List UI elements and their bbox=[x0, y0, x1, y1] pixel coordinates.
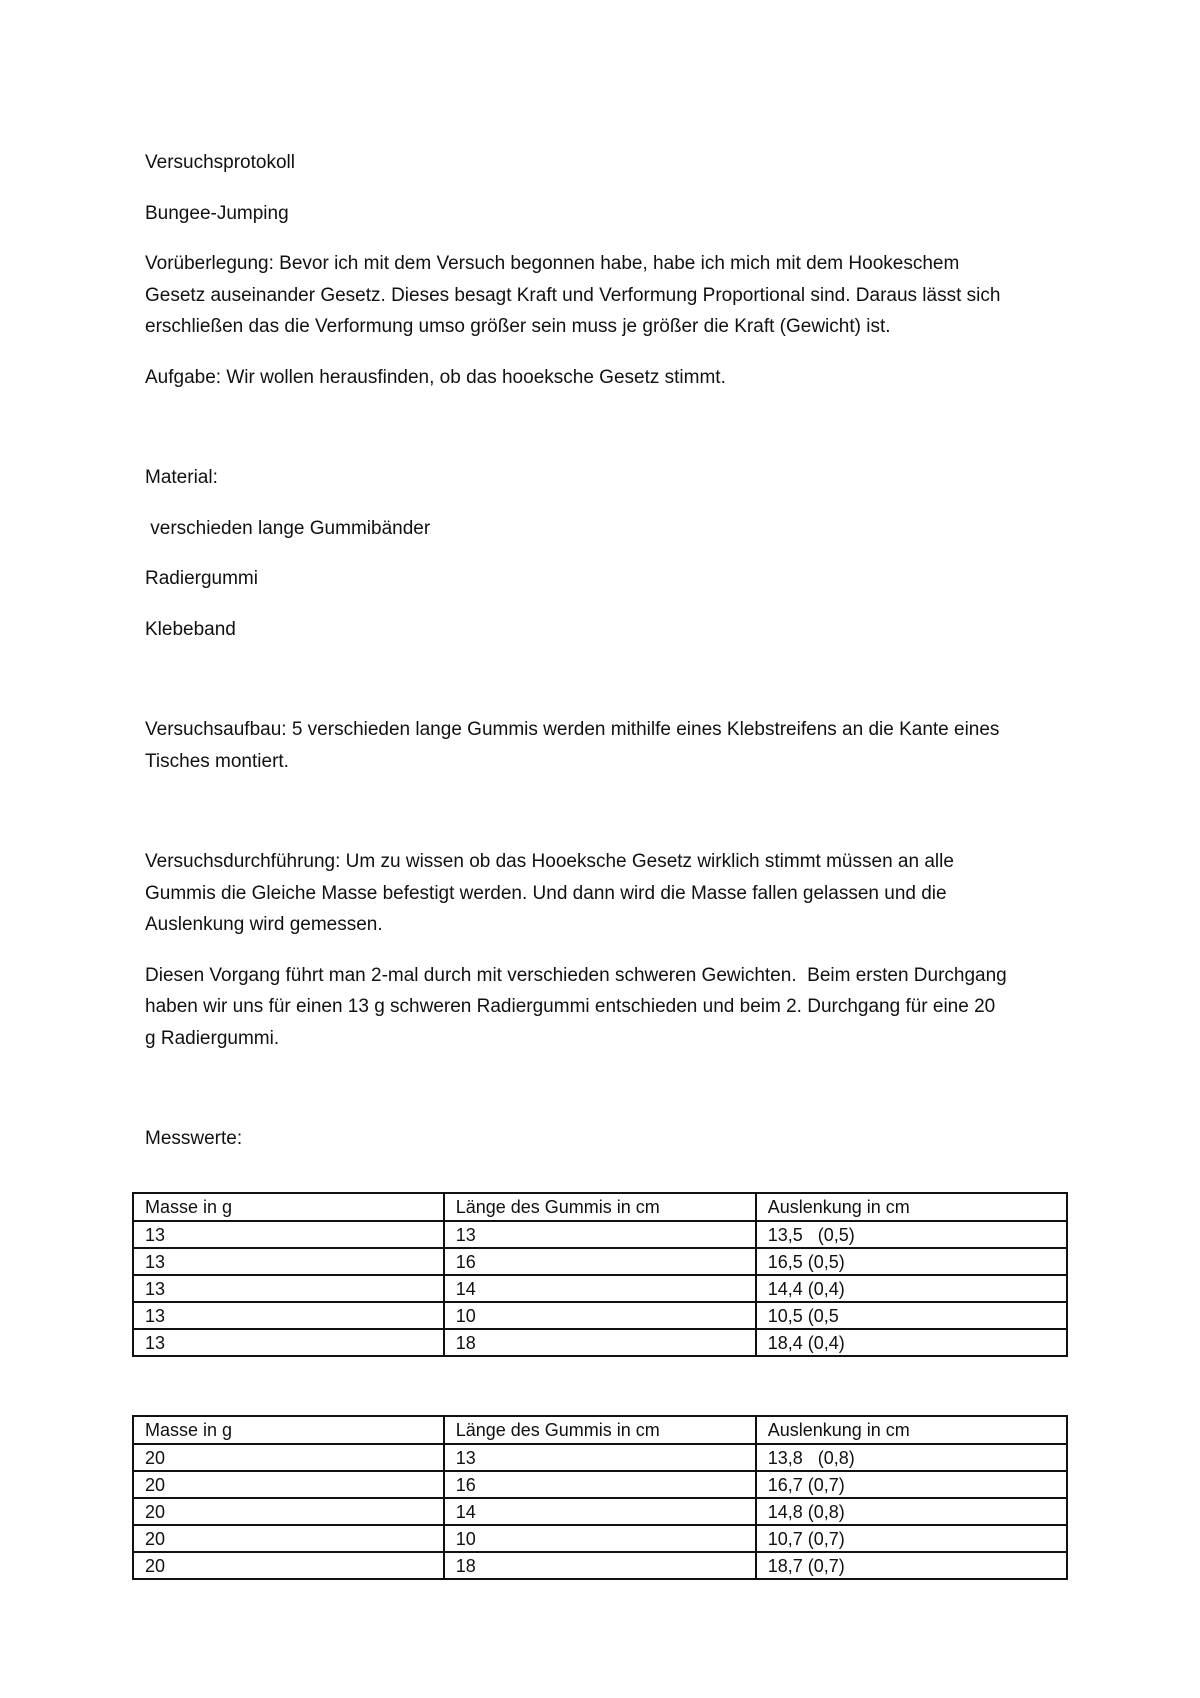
table-cell: 16,5 (0,5) bbox=[756, 1248, 1067, 1275]
table-header-cell: Auslenkung in cm bbox=[756, 1416, 1067, 1444]
text-line: Diesen Vorgang führt man 2-mal durch mit verschieden schweren Gewichten. Beim ersten Durchgang bbox=[145, 964, 1007, 986]
table-cell: 16 bbox=[444, 1248, 756, 1275]
table-row bbox=[133, 1275, 1067, 1302]
document-subtitle: Bungee-Jumping bbox=[145, 202, 289, 224]
text-line: g Radiergummi. bbox=[145, 1027, 280, 1049]
text-line: haben wir uns für einen 13 g schweren Radiergummi entschieden und beim 2. Durchgang für eine 20 bbox=[145, 996, 996, 1017]
table-row bbox=[133, 1471, 1067, 1498]
table-cell: 16 bbox=[444, 1471, 756, 1498]
document-body bbox=[145, 147, 1065, 1155]
text-line: erschließen das die Verformung umso größer sein muss je größer die Kraft (Gewicht) ist. bbox=[145, 316, 891, 337]
table-cell: 13 bbox=[444, 1221, 756, 1248]
voruberlegung-paragraph bbox=[145, 248, 1065, 343]
table-header-cell: Masse in g bbox=[133, 1416, 444, 1444]
measurement-table-20g bbox=[132, 1415, 1068, 1580]
material-heading: Material: bbox=[145, 467, 218, 488]
versuchsaufbau-paragraph bbox=[145, 714, 1065, 777]
table-cell: 20 bbox=[133, 1552, 444, 1579]
material-item: Klebeband bbox=[145, 618, 236, 640]
table-header-cell: Auslenkung in cm bbox=[756, 1193, 1067, 1221]
text-line: Tisches montiert. bbox=[145, 750, 289, 772]
table-row bbox=[133, 1302, 1067, 1329]
table-row bbox=[133, 1248, 1067, 1275]
table-cell: 18 bbox=[444, 1552, 756, 1579]
text-line: Versuchsaufbau: 5 verschieden lange Gummis werden mithilfe eines Klebstreifens an die Kante eines bbox=[145, 719, 1000, 740]
table-cell: 20 bbox=[133, 1498, 444, 1525]
table-header-row bbox=[133, 1193, 1067, 1221]
table-cell: 20 bbox=[133, 1525, 444, 1552]
table-row bbox=[133, 1525, 1067, 1552]
table-cell: 18,4 (0,4) bbox=[756, 1329, 1067, 1356]
table-row bbox=[133, 1329, 1067, 1356]
table-header-row bbox=[133, 1416, 1067, 1444]
table-cell: 14,4 (0,4) bbox=[756, 1275, 1067, 1302]
messwerte-heading: Messwerte: bbox=[145, 1128, 243, 1149]
table-cell: 10 bbox=[444, 1525, 756, 1552]
measurement-table-13g bbox=[132, 1192, 1068, 1357]
table-cell: 13,5 (0,5) bbox=[756, 1221, 1067, 1248]
table-cell: 10,7 (0,7) bbox=[756, 1525, 1067, 1552]
text-line: Gesetz auseinander Gesetz. Dieses besagt Kraft und Verformung Proportional sind. Daraus lässt sich bbox=[145, 284, 1001, 306]
text-line: Auslenkung wird gemessen. bbox=[145, 914, 383, 935]
table-cell: 10 bbox=[444, 1302, 756, 1329]
table-cell: 20 bbox=[133, 1471, 444, 1498]
table-cell: 13 bbox=[133, 1302, 444, 1329]
table-cell: 13 bbox=[133, 1275, 444, 1302]
table-cell: 13 bbox=[133, 1329, 444, 1356]
vorgang-paragraph bbox=[145, 960, 1065, 1055]
text-line: Vorüberlegung: Bevor ich mit dem Versuch begonnen habe, habe ich mich mit dem Hookeschem bbox=[145, 253, 960, 274]
table-cell: 14 bbox=[444, 1498, 756, 1525]
table-header-cell: Länge des Gummis in cm bbox=[444, 1416, 756, 1444]
text-line: Versuchsdurchführung: Um zu wissen ob das Hooeksche Gesetz wirklich stimmt müssen an alle bbox=[145, 851, 954, 872]
table-cell: 10,5 (0,5 bbox=[756, 1302, 1067, 1329]
table-row bbox=[133, 1444, 1067, 1471]
material-item: verschieden lange Gummibänder bbox=[145, 517, 431, 539]
table-cell: 16,7 (0,7) bbox=[756, 1471, 1067, 1498]
table-header-cell: Länge des Gummis in cm bbox=[444, 1193, 756, 1221]
table-cell: 13 bbox=[133, 1221, 444, 1248]
table-cell: 14,8 (0,8) bbox=[756, 1498, 1067, 1525]
versuchsdurchfuhrung-paragraph bbox=[145, 846, 1065, 941]
table-cell: 20 bbox=[133, 1444, 444, 1471]
table-cell: 13,8 (0,8) bbox=[756, 1444, 1067, 1471]
table-cell: 18 bbox=[444, 1329, 756, 1356]
table-row bbox=[133, 1498, 1067, 1525]
table-row bbox=[133, 1221, 1067, 1248]
table-row bbox=[133, 1552, 1067, 1579]
material-item: Radiergummi bbox=[145, 568, 258, 589]
text-line: Gummis die Gleiche Masse befestigt werden. Und dann wird die Masse fallen gelassen und die bbox=[145, 882, 947, 904]
table-cell: 14 bbox=[444, 1275, 756, 1302]
document-title: Versuchsprotokoll bbox=[145, 152, 295, 173]
aufgabe-paragraph: Aufgabe: Wir wollen herausfinden, ob das hooeksche Gesetz stimmt. bbox=[145, 366, 726, 388]
table-cell: 13 bbox=[133, 1248, 444, 1275]
table-header-cell: Masse in g bbox=[133, 1193, 444, 1221]
table-cell: 18,7 (0,7) bbox=[756, 1552, 1067, 1579]
table-cell: 13 bbox=[444, 1444, 756, 1471]
